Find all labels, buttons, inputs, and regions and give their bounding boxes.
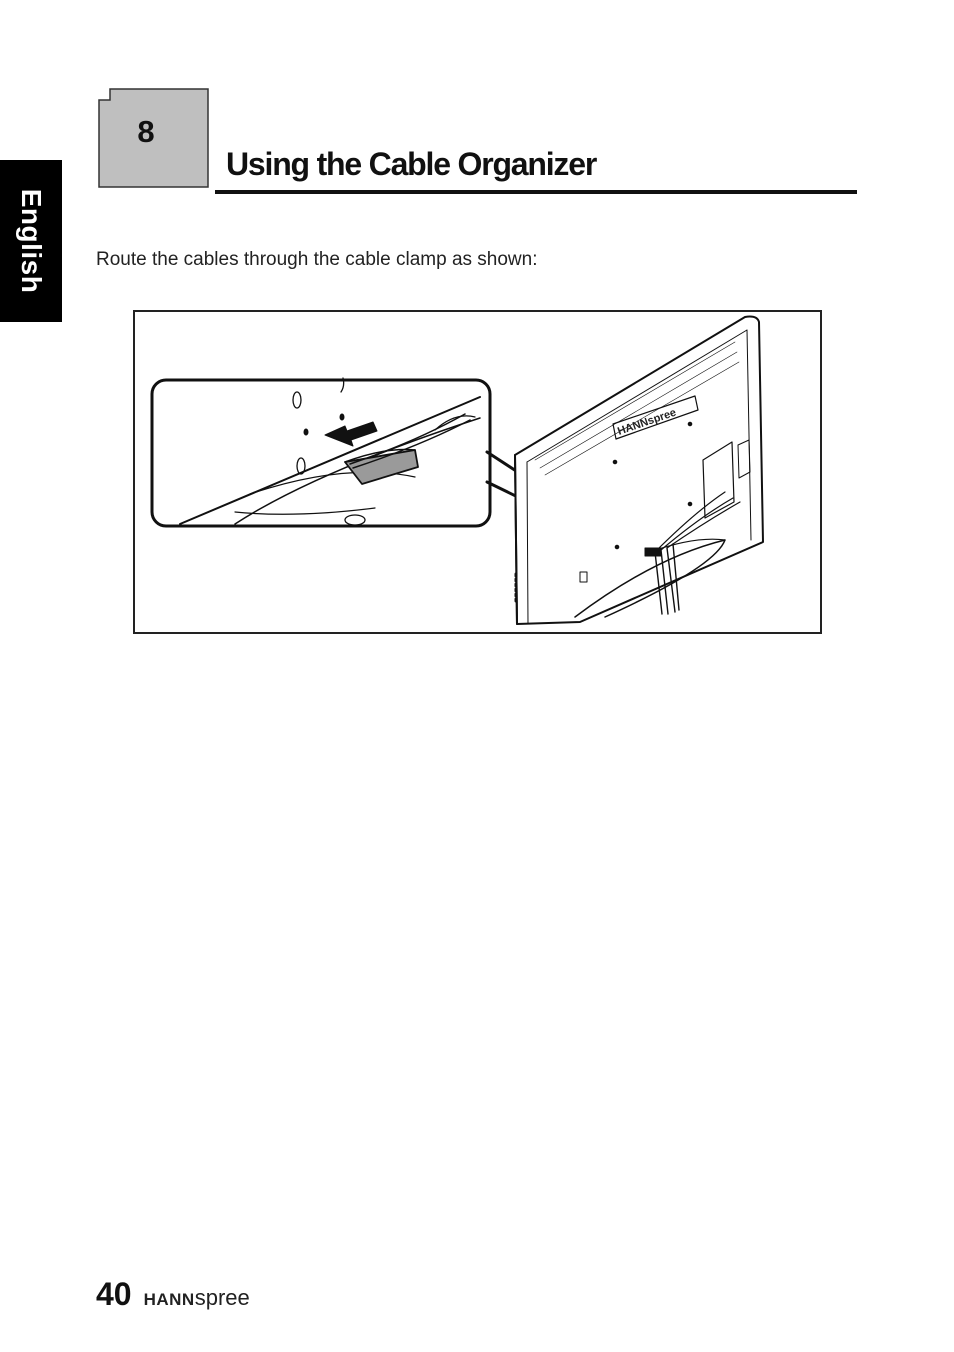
title-underline (215, 190, 857, 194)
page-title: Using the Cable Organizer (226, 146, 597, 182)
chapter-number-box (98, 88, 210, 188)
page-footer (96, 1276, 250, 1316)
page-number: 40 (96, 1276, 132, 1312)
chapter-number: 8 (137, 114, 155, 149)
illustration-drawing (135, 312, 820, 632)
brand-logo (144, 1285, 250, 1311)
brand-logo-light: spree (194, 1285, 250, 1310)
cable-organizer-illustration (133, 310, 822, 634)
monitor-logo-text: HANNspree (616, 406, 678, 438)
instruction-text: Route the cables through the cable clamp as shown: (96, 249, 538, 270)
language-tab (0, 160, 62, 322)
brand-logo-bold: HANN (143, 1290, 195, 1309)
language-tab-label: English (16, 188, 47, 294)
